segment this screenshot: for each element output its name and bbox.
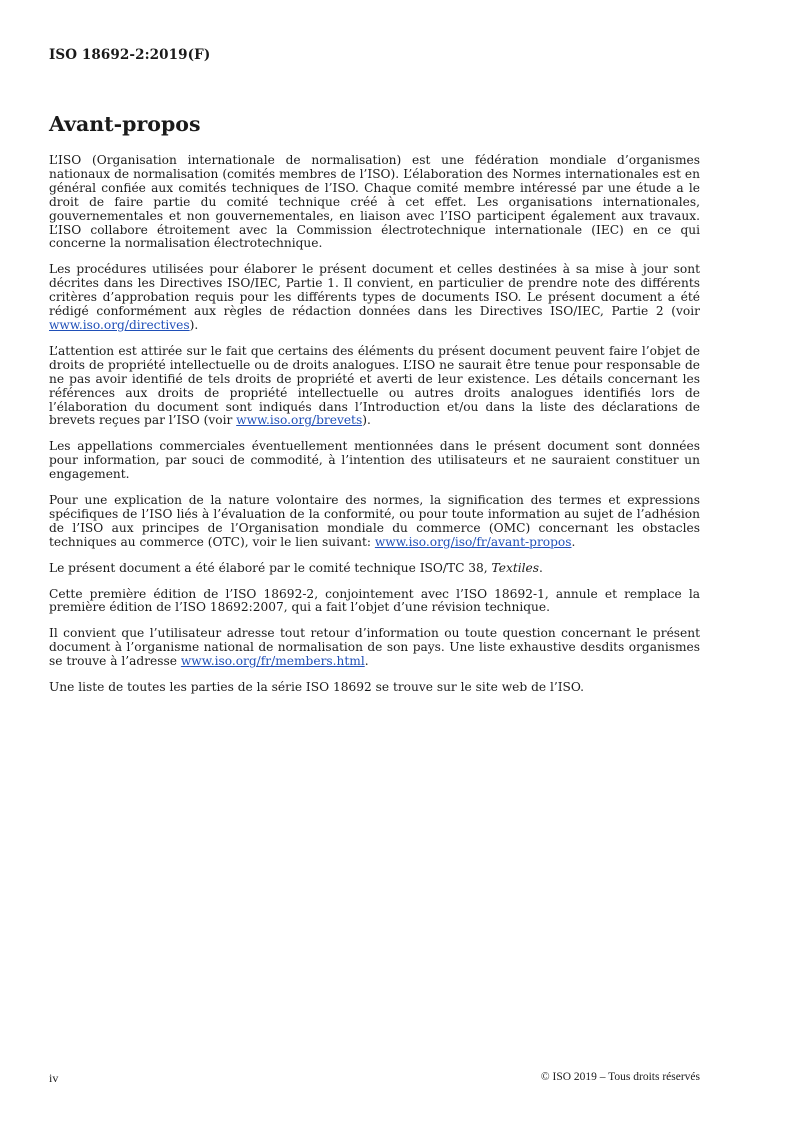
paragraph-procedures bbox=[49, 263, 700, 333]
brevets-link[interactable]: www.iso.org/brevets bbox=[236, 413, 363, 428]
directives-link[interactable]: www.iso.org/directives bbox=[49, 317, 190, 332]
paragraph-trade-names: Les appellations commerciales éventuellement mentionnées dans le présent document sont données pour information, par souci de commodité, à l’intention des utilisateurs et ne sauraient constituer un engagement. bbox=[49, 439, 700, 482]
committee-name: Textiles bbox=[491, 560, 539, 575]
members-link[interactable]: www.iso.org/fr/members.html bbox=[180, 654, 365, 669]
paragraph-iso-intro: L’ISO (Organisation internationale de normalisation) est une fédération mondiale d’organismes nationaux de normalisation (comités membres de l’ISO). L’élaboration des Normes internationales est en général confiée aux comités techniques de l’ISO. Chaque comité membre intéressé par une étude a le droit de faire partie du comité technique créé à cet effet. Les organisations internationales, gouvernementales et non gouvernementales, en liaison avec l’ISO participent également aux travaux. L’ISO collabore étroitement avec la Commission électrotechnique internationale (IEC) en ce qui concerne la normalisation électrotechnique. bbox=[49, 153, 700, 251]
paragraph-feedback bbox=[49, 627, 700, 669]
paragraph-text: L’attention est attirée sur le fait que certains des éléments du présent document peuvent faire l’objet de droits de propriété intellectuelle ou de droits analogues. L’ISO ne saurait être tenue pour responsable de ne pas avoir identifié de tels droits de propriété et averti de leur existence. Les détails concernant les références aux droits de propriété intellectuelle ou autres droits analogues identifiés lors de l’élaboration du document sont indiqués dans l’Introduction et/ou dans la liste des déclarations de brevets reçues par l’ISO (voir bbox=[49, 343, 700, 428]
copyright-notice: © ISO 2019 – Tous droits réservés bbox=[540, 1071, 700, 1083]
paragraph-text-end: . bbox=[538, 560, 543, 575]
paragraph-text: Les procédures utilisées pour élaborer le présent document et celles destinées à sa mise à jour sont décrites dans les Directives ISO/IEC, Partie 1. Il convient, en particulier de prendre note des différents critères d’approbation requis pour les différents types de documents ISO. Le présent document a été rédigé conformément aux règles de rédaction données dans les Directives ISO/IEC, Partie 2 (voir bbox=[49, 262, 700, 319]
foreword-body bbox=[49, 154, 700, 707]
page-number: iv bbox=[49, 1071, 59, 1085]
paragraph-text-end: ). bbox=[362, 413, 371, 428]
paragraph-text-end: ). bbox=[189, 317, 199, 332]
paragraph-voluntary-nature bbox=[49, 494, 700, 550]
paragraph-text: Pour une explication de la nature volontaire des normes, la signification des termes et expressions spécifiques de l’ISO liés à l’évaluation de la conformité, ou pour toute information au sujet de l’adhésion de l’ISO aux principes de l’Organisation mondiale du commerce (OMC) concernant les obstacles techniques au commerce (OTC), voir le lien suivant: bbox=[49, 493, 700, 549]
paragraph-edition: Cette première édition de l’ISO 18692-2, conjointement avec l’ISO 18692-1, annule et remplace la première édition de l’ISO 18692:2007, qui a fait l’objet d’une révision technique. bbox=[49, 586, 700, 615]
paragraph-patents bbox=[49, 345, 700, 428]
paragraph-series-list: Une liste de toutes les parties de la série ISO 18692 se trouve sur le site web de l’ISO. bbox=[49, 680, 585, 695]
paragraph-text: Il convient que l’utilisateur adresse tout retour d’information ou toute question concernant le présent document à l’organisme national de normalisation de son pays. Une liste exhaustive desdits organismes se trouve à l’adresse bbox=[49, 626, 700, 669]
paragraph-text-end: . bbox=[571, 534, 576, 549]
paragraph-text-end: . bbox=[364, 654, 369, 669]
paragraph-committee bbox=[49, 562, 700, 576]
document-id-header: ISO 18692-2:2019(F) bbox=[49, 47, 211, 63]
paragraph-text: Le présent document a été élaboré par le comité technique ISO/TC 38, bbox=[49, 560, 492, 575]
page-title: Avant-propos bbox=[49, 112, 201, 136]
avant-propos-link[interactable]: www.iso.org/iso/fr/avant-propos bbox=[374, 534, 572, 549]
